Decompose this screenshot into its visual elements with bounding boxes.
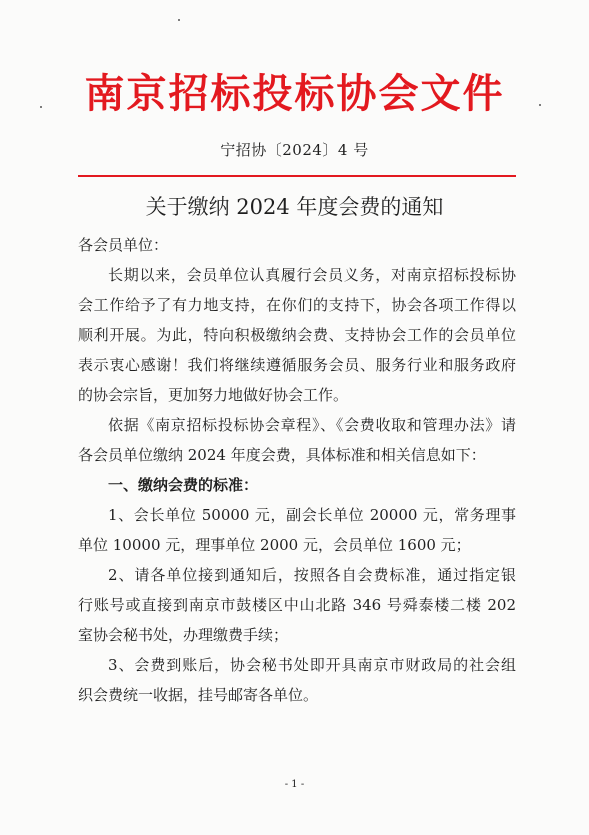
body-line: 各会员单位缴纳 2024 年度会费，具体标准和相关信息如下：: [78, 446, 486, 464]
body-line: 单位 10000 元，理事单位 2000 元，会员单位 1600 元；: [78, 536, 471, 554]
body-line: 会工作给予了有力地支持，在你们的支持下，协会各项工作得以: [78, 296, 516, 314]
document-header-title: 南京招标投标协会文件: [84, 71, 505, 117]
body-line: 行账号或直接到南京市鼓楼区中山北路 346 号舜泰楼二楼 202: [78, 596, 516, 614]
body-line: 的协会宗旨，更加努力地做好协会工作。: [78, 386, 349, 404]
body-line: 3、会费到账后，协会秘书处即开具南京市财政局的社会组: [108, 656, 516, 674]
document-number: 宁招协〔2024〕4 号: [220, 141, 369, 159]
body-line: 2、请各单位接到通知后，按照各自会费标准，通过指定银: [108, 566, 516, 584]
salutation: 各会员单位：: [78, 236, 169, 254]
body-line: 织会费统一收据，挂号邮寄各单位。: [78, 686, 319, 704]
body-line: 依据《南京招标投标协会章程》、《会费收取和管理办法》请: [108, 416, 516, 434]
notice-title: 关于缴纳 2024 年度会费的通知: [145, 195, 444, 219]
body-line: 1、会长单位 50000 元，副会长单位 20000 元，常务理事: [108, 506, 516, 524]
body-line: 室协会秘书处，办理缴费手续；: [78, 626, 289, 644]
body-line: 长期以来，会员单位认真履行会员义务，对南京招标投标协: [108, 266, 516, 284]
header-divider: [78, 175, 516, 177]
page-number: - 1 -: [284, 779, 305, 790]
section-heading: 一、缴纳会费的标准：: [108, 476, 259, 494]
notice-body: [78, 230, 516, 710]
scan-speck: [178, 19, 180, 21]
body-line: 顺利开展。为此，特向积极缴纳会费、支持协会工作的会员单位: [78, 326, 516, 344]
body-line: 表示衷心感谢！我们将继续遵循服务会员、服务行业和服务政府: [78, 356, 516, 374]
